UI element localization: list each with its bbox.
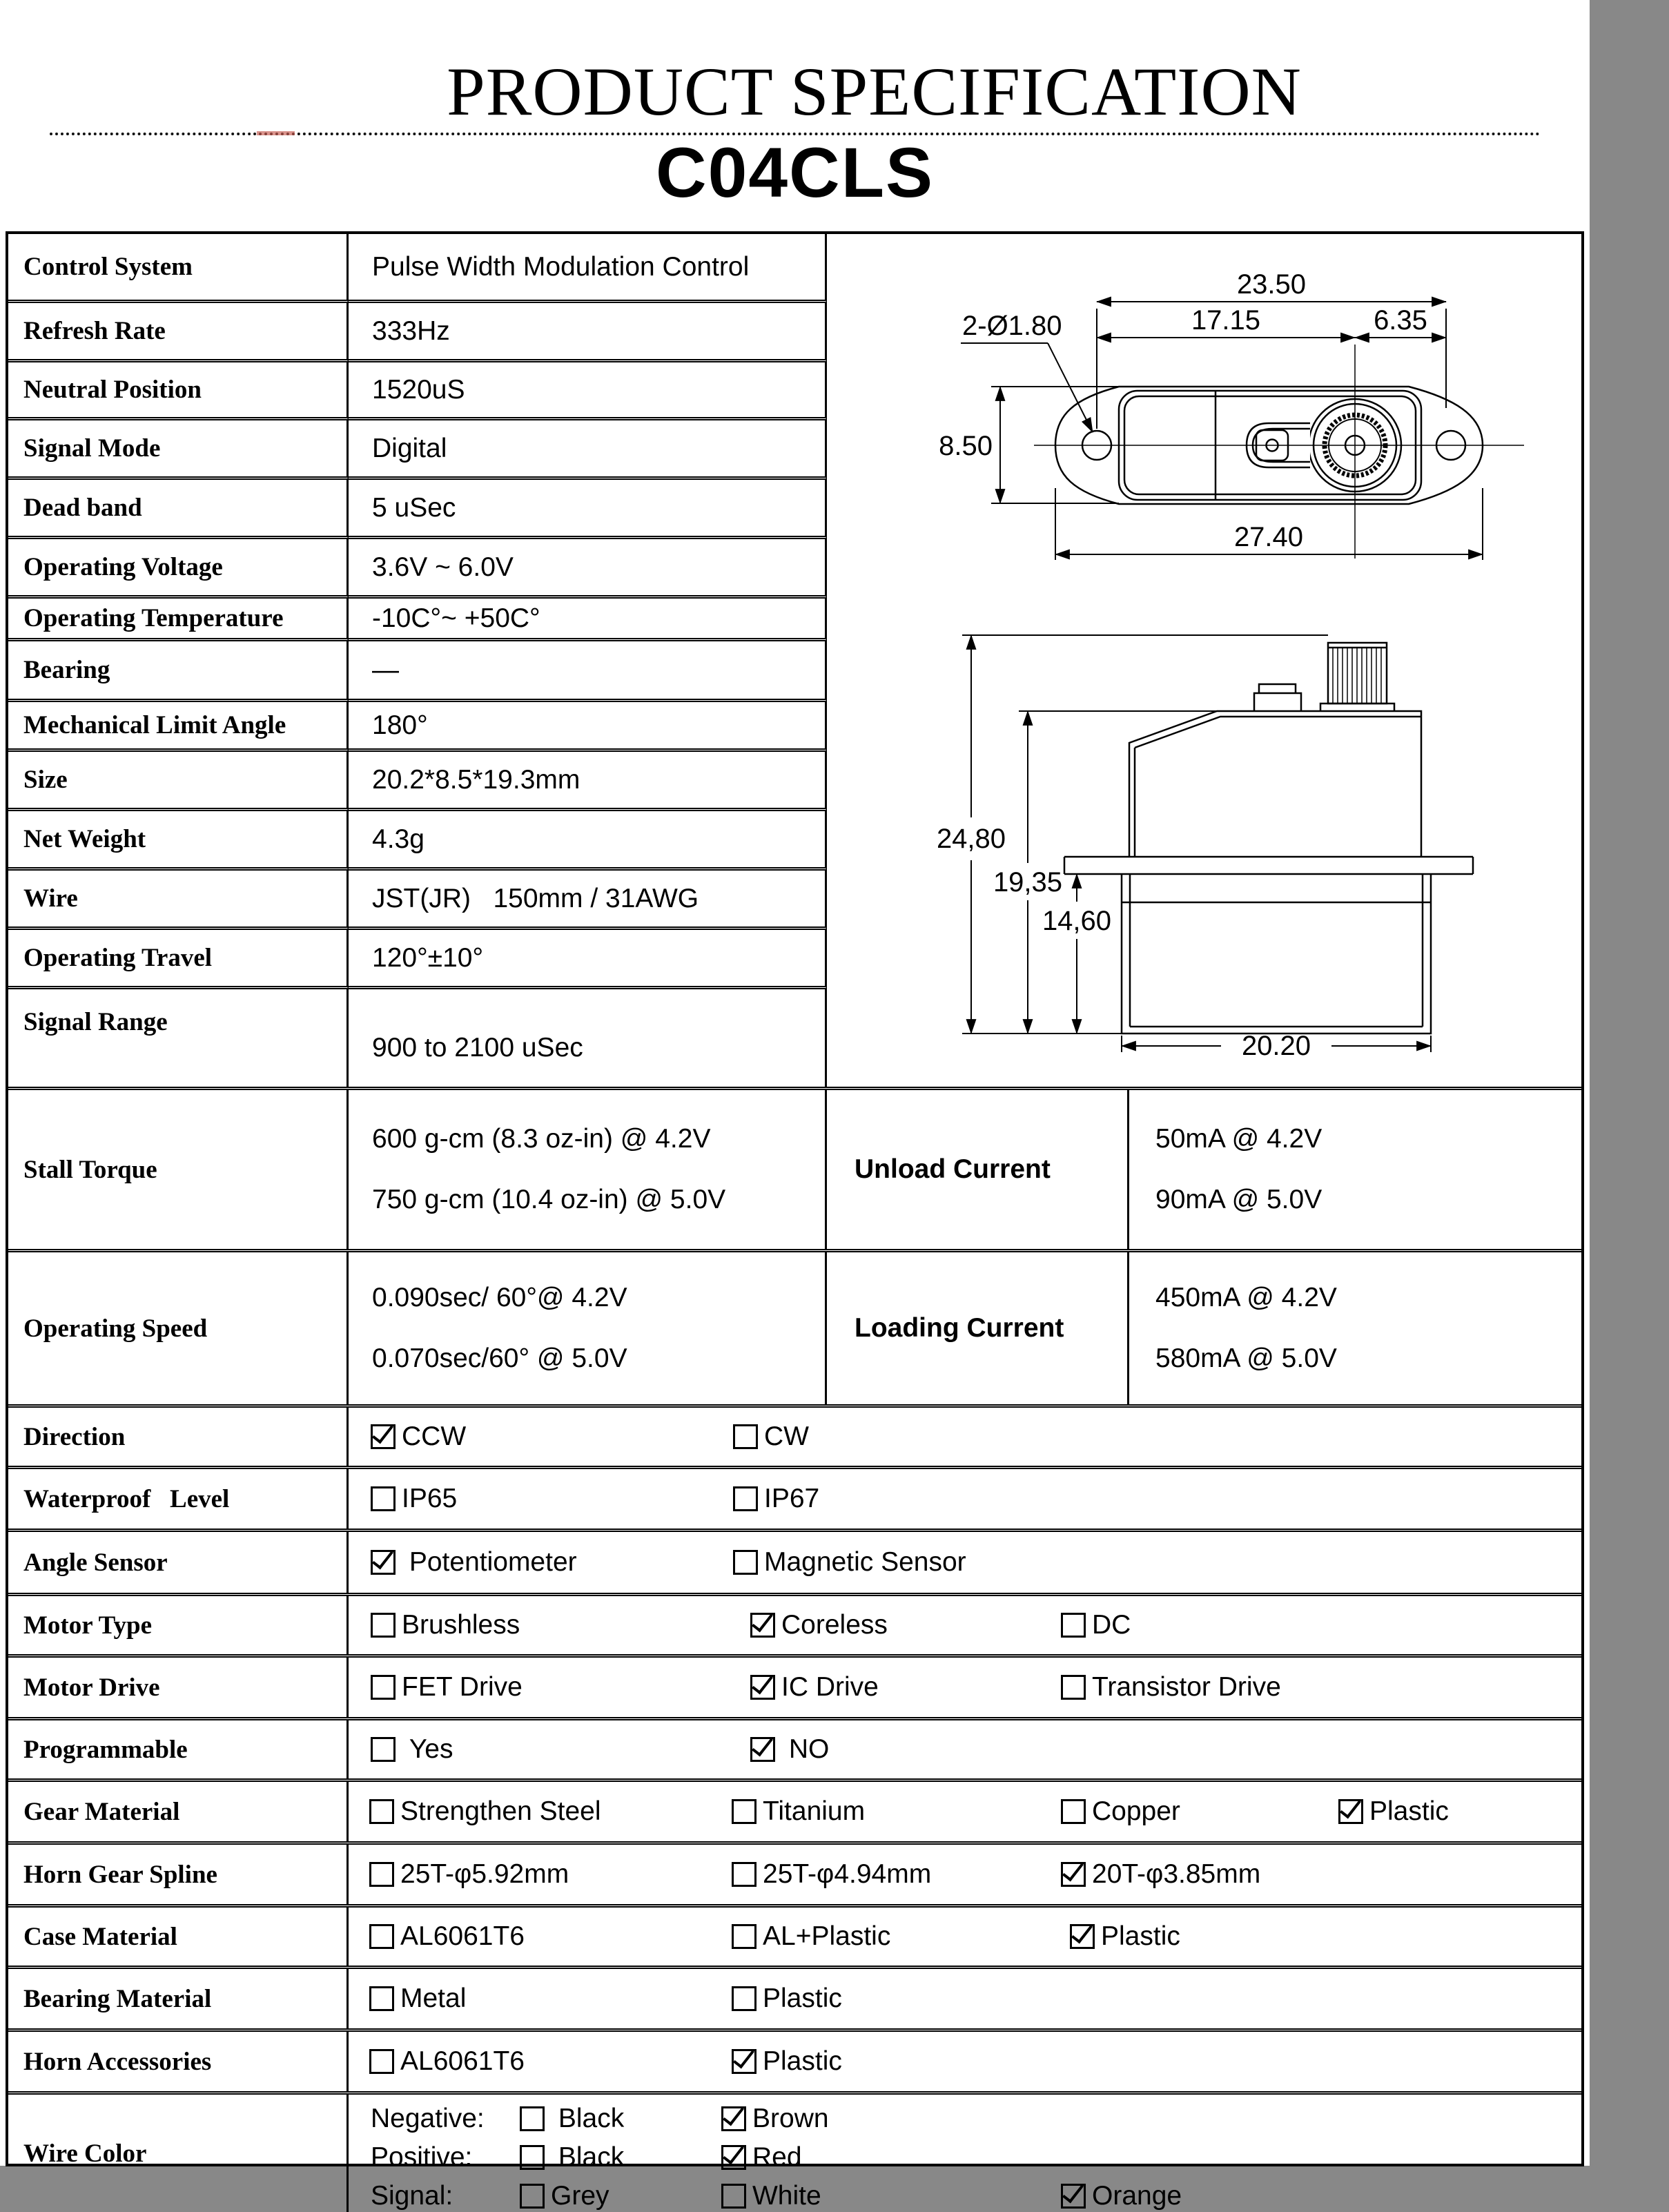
checkbox-option bbox=[733, 1484, 819, 1514]
checkbox-options-cell bbox=[349, 1720, 1581, 1778]
wire-color-options-cell bbox=[349, 2095, 1581, 2212]
option-label: Black bbox=[551, 2142, 625, 2172]
checkbox-row-label-cell bbox=[8, 1782, 349, 1841]
row-label: Angle Sensor bbox=[23, 1548, 168, 1577]
checkbox-row-label-cell bbox=[8, 1596, 349, 1654]
dim-hole-span: 17.15 bbox=[1191, 305, 1261, 336]
checkbox-icon bbox=[721, 2184, 746, 2209]
row-value: 900 to 2100 uSec bbox=[372, 1033, 583, 1063]
checkbox-option bbox=[520, 2142, 624, 2173]
document-title: PRODUCT SPECIFICATION bbox=[447, 53, 1302, 130]
row-value: 1520uS bbox=[372, 374, 465, 405]
checkbox-icon bbox=[1061, 1675, 1086, 1700]
option-label: IC Drive bbox=[781, 1672, 879, 1702]
checkbox-options-cell bbox=[349, 1596, 1581, 1654]
checkbox-row-label-cell bbox=[8, 1969, 349, 2028]
spec-value-cell bbox=[349, 536, 827, 595]
value-line: 750 g-cm (10.4 oz-in) @ 5.0V bbox=[372, 1185, 726, 1214]
checkbox-row-label-cell bbox=[8, 1658, 349, 1717]
checkbox-icon bbox=[371, 1486, 396, 1511]
checkbox-option bbox=[732, 1796, 865, 1827]
checkbox-icon bbox=[520, 2145, 545, 2170]
spec-value-cell bbox=[349, 926, 827, 986]
option-label: Metal bbox=[400, 1983, 467, 2013]
spec-label-cell bbox=[8, 808, 349, 867]
spec-value-cell bbox=[349, 748, 827, 808]
row-value: — bbox=[372, 654, 399, 685]
row-label: Operating Travel bbox=[23, 944, 213, 972]
wire-color-line bbox=[349, 2103, 1581, 2135]
checkbox-option bbox=[732, 1921, 890, 1952]
checkbox-row bbox=[8, 1778, 1581, 1841]
checkbox-icon bbox=[733, 1550, 758, 1575]
checkbox-row bbox=[8, 1466, 1581, 1529]
checkbox-icon bbox=[369, 1862, 394, 1887]
option-label: Brown bbox=[752, 2104, 829, 2133]
dim-width-top: 23.50 bbox=[1236, 269, 1307, 300]
checkbox-row bbox=[8, 1966, 1581, 2028]
row-label: Signal Range bbox=[23, 1008, 168, 1036]
checkbox-checked-icon bbox=[1338, 1799, 1363, 1824]
current-row-value-cell bbox=[349, 1252, 827, 1404]
option-label: FET Drive bbox=[402, 1672, 523, 1702]
row-label: Motor Drive bbox=[23, 1673, 160, 1702]
row-label: Operating Voltage bbox=[23, 553, 223, 581]
value-lines bbox=[1155, 1124, 1322, 1215]
checkbox-icon bbox=[732, 1862, 757, 1887]
row-label: Waterproof Level bbox=[23, 1484, 230, 1513]
row-label: Gear Material bbox=[23, 1797, 180, 1826]
spec-value-cell bbox=[349, 300, 827, 359]
checkbox-options-cell bbox=[349, 2032, 1581, 2091]
spec-label-cell bbox=[8, 417, 349, 476]
row-label: Wire Color bbox=[23, 2139, 147, 2168]
checkbox-option bbox=[1061, 1610, 1131, 1640]
current-row-label-cell bbox=[8, 1090, 349, 1249]
checkbox-checked-icon bbox=[371, 1424, 396, 1449]
checkbox-option bbox=[371, 1734, 453, 1765]
value-line: 50mA @ 4.2V bbox=[1155, 1124, 1322, 1154]
checkbox-checked-icon bbox=[750, 1675, 775, 1700]
dim-total-height: 24,80 bbox=[936, 824, 1006, 854]
wire-color-line bbox=[349, 2180, 1581, 2212]
value-line: 450mA @ 4.2V bbox=[1155, 1283, 1337, 1312]
checkbox-checked-icon bbox=[750, 1737, 775, 1762]
option-label: 25T-φ4.94mm bbox=[763, 1859, 932, 1889]
row-label: Horn Gear Spline bbox=[23, 1860, 217, 1889]
checkbox-option bbox=[732, 2046, 842, 2077]
option-label: Plastic bbox=[1369, 1796, 1449, 1826]
checkbox-option bbox=[369, 1796, 601, 1827]
option-label: 20T-φ3.85mm bbox=[1092, 1859, 1261, 1889]
checkbox-option bbox=[733, 1422, 809, 1452]
spec-label-cell bbox=[8, 926, 349, 986]
checkbox-icon bbox=[369, 2049, 394, 2074]
spec-label-cell bbox=[8, 986, 349, 1087]
checkbox-icon bbox=[732, 1986, 757, 2011]
spec-value-cell bbox=[349, 417, 827, 476]
checkbox-option bbox=[371, 1610, 520, 1640]
row-label: Horn Accessories bbox=[23, 2047, 212, 2076]
spec-label-cell bbox=[8, 699, 349, 748]
checkbox-row bbox=[8, 1841, 1581, 1904]
spec-label-cell bbox=[8, 748, 349, 808]
checkbox-option bbox=[371, 1547, 577, 1578]
row-value: 5 uSec bbox=[372, 492, 456, 523]
checkbox-icon bbox=[1061, 1613, 1086, 1638]
row-label: Direction bbox=[23, 1422, 126, 1451]
current-value-cell bbox=[1129, 1252, 1581, 1404]
current-row bbox=[8, 1249, 1581, 1404]
option-label: Potentiometer bbox=[402, 1547, 577, 1577]
checkbox-option bbox=[1061, 1859, 1260, 1890]
row-label: Size bbox=[23, 766, 68, 794]
option-label: Yes bbox=[402, 1734, 453, 1764]
row-label: Stall Torque bbox=[23, 1155, 157, 1184]
checkbox-row-label-cell bbox=[8, 1408, 349, 1466]
spec-value-cell bbox=[349, 867, 827, 926]
row-label: Programmable bbox=[23, 1735, 188, 1764]
spec-value-cell bbox=[349, 595, 827, 638]
value-line: 580mA @ 5.0V bbox=[1155, 1343, 1337, 1373]
value-line: 0.090sec/ 60°@ 4.2V bbox=[372, 1283, 627, 1312]
option-label: CW bbox=[764, 1422, 809, 1451]
option-label: IP65 bbox=[402, 1484, 458, 1513]
row-value: Pulse Width Modulation Control bbox=[372, 251, 750, 282]
spec-value-cell bbox=[349, 359, 827, 417]
checkbox-option bbox=[732, 1983, 842, 2014]
wire-line-prefix: Positive: bbox=[371, 2142, 473, 2172]
value-lines bbox=[372, 1283, 627, 1374]
row-value: 20.2*8.5*19.3mm bbox=[372, 764, 580, 795]
checkbox-row-label-cell bbox=[8, 1469, 349, 1529]
option-label: IP67 bbox=[764, 1484, 820, 1513]
checkbox-checked-icon bbox=[1070, 1924, 1095, 1949]
checkbox-icon bbox=[371, 1675, 396, 1700]
checkbox-row-label-cell bbox=[8, 1845, 349, 1904]
checkbox-options-cell bbox=[349, 1908, 1581, 1966]
checkbox-icon bbox=[369, 1986, 394, 2011]
checkbox-option bbox=[371, 1422, 466, 1452]
wire-color-line bbox=[349, 2142, 1581, 2173]
checkbox-option bbox=[750, 1672, 879, 1702]
checkbox-option bbox=[1061, 2181, 1182, 2211]
current-row bbox=[8, 1087, 1581, 1249]
row-label: Loading Current bbox=[855, 1313, 1064, 1343]
checkbox-option bbox=[732, 1859, 931, 1890]
checkbox-options-cell bbox=[349, 1782, 1581, 1841]
option-label: Brushless bbox=[402, 1610, 520, 1640]
wire-line-prefix: Signal: bbox=[371, 2181, 453, 2211]
spec-label-cell bbox=[8, 638, 349, 699]
spec-label-cell bbox=[8, 476, 349, 536]
checkbox-option bbox=[369, 1921, 525, 1952]
option-label: Coreless bbox=[781, 1610, 888, 1640]
current-row-value-cell bbox=[349, 1090, 827, 1249]
row-value: 3.6V ~ 6.0V bbox=[372, 552, 514, 582]
spec-value-cell bbox=[349, 638, 827, 699]
wire-color-row bbox=[8, 2091, 1581, 2212]
checkbox-option bbox=[371, 1484, 457, 1514]
side-view-drawing bbox=[827, 590, 1579, 1087]
option-label: Copper bbox=[1092, 1796, 1180, 1826]
checkbox-icon bbox=[369, 1799, 394, 1824]
checkbox-options-cell bbox=[349, 1469, 1581, 1529]
row-value: JST(JR) 150mm / 31AWG bbox=[372, 883, 699, 913]
checkbox-option bbox=[369, 1859, 569, 1890]
option-label: DC bbox=[1092, 1610, 1131, 1640]
model-number: C04CLS bbox=[655, 133, 935, 212]
side-view-dimensions bbox=[962, 635, 1431, 1052]
row-label: Dead band bbox=[23, 494, 142, 522]
spec-value-cell bbox=[349, 808, 827, 867]
spec-label-cell bbox=[8, 300, 349, 359]
option-label: AL6061T6 bbox=[400, 1921, 525, 1951]
current-label-cell bbox=[827, 1090, 1129, 1249]
side-view-body bbox=[1064, 643, 1473, 1034]
option-label: Titanium bbox=[763, 1796, 866, 1826]
checkbox-option bbox=[721, 2104, 829, 2134]
checkbox-icon bbox=[520, 2106, 545, 2131]
dim-holes: 2-Ø1.80 bbox=[962, 311, 1062, 341]
top-view-drawing bbox=[827, 234, 1579, 590]
checkbox-options-cell bbox=[349, 1408, 1581, 1466]
dim-body-height: 14,60 bbox=[1042, 906, 1112, 936]
row-label: Signal Mode bbox=[23, 434, 161, 463]
option-label: CCW bbox=[402, 1422, 467, 1451]
option-label: Black bbox=[551, 2104, 625, 2133]
checkbox-icon bbox=[371, 1613, 396, 1638]
checkbox-checked-icon bbox=[371, 1550, 396, 1575]
checkbox-icon bbox=[371, 1737, 396, 1762]
option-label: Red bbox=[752, 2142, 802, 2172]
checkbox-option bbox=[733, 1547, 966, 1578]
row-label: Unload Current bbox=[855, 1154, 1051, 1184]
option-label: White bbox=[752, 2181, 821, 2211]
checkbox-row bbox=[8, 1717, 1581, 1778]
row-value: -10C°~ +50C° bbox=[372, 603, 540, 633]
checkbox-options-cell bbox=[349, 1532, 1581, 1593]
option-label: Magnetic Sensor bbox=[764, 1547, 966, 1577]
checkbox-row-label-cell bbox=[8, 1908, 349, 1966]
checkbox-row bbox=[8, 1593, 1581, 1654]
drawing-zone bbox=[827, 234, 1581, 1087]
current-row-label-cell bbox=[8, 1252, 349, 1404]
option-label: NO bbox=[781, 1734, 830, 1764]
checkbox-icon bbox=[733, 1424, 758, 1449]
checkbox-option bbox=[1061, 1672, 1281, 1702]
row-value: 4.3g bbox=[372, 824, 424, 854]
option-label: Transistor Drive bbox=[1092, 1672, 1281, 1702]
row-label: Bearing bbox=[23, 656, 110, 684]
checkbox-option bbox=[369, 1983, 466, 2014]
option-label: 25T-φ5.92mm bbox=[400, 1859, 569, 1889]
checkbox-row bbox=[8, 2028, 1581, 2091]
spec-label-cell bbox=[8, 234, 349, 300]
checkbox-checked-icon bbox=[750, 1613, 775, 1638]
spec-value-cell bbox=[349, 234, 827, 300]
spec-label-cell bbox=[8, 536, 349, 595]
value-line: 600 g-cm (8.3 oz-in) @ 4.2V bbox=[372, 1124, 711, 1154]
checkbox-row bbox=[8, 1404, 1581, 1466]
row-label: Mechanical Limit Angle bbox=[23, 711, 286, 739]
checkbox-icon bbox=[733, 1486, 758, 1511]
dim-hole-edge: 6.35 bbox=[1374, 305, 1427, 336]
checkbox-options-cell bbox=[349, 1845, 1581, 1904]
wire-color-label-cell bbox=[8, 2095, 349, 2212]
wire-line-prefix: Negative: bbox=[371, 2104, 485, 2133]
checkbox-row-label-cell bbox=[8, 1720, 349, 1778]
checkbox-row bbox=[8, 1529, 1581, 1593]
checkbox-options-cell bbox=[349, 1658, 1581, 1717]
checkbox-option bbox=[371, 1672, 523, 1702]
checkbox-icon bbox=[520, 2184, 545, 2209]
option-label: Strengthen Steel bbox=[400, 1796, 601, 1826]
row-label: Control System bbox=[23, 253, 193, 281]
checkbox-icon bbox=[1061, 1799, 1086, 1824]
checkbox-icon bbox=[732, 1924, 757, 1949]
option-label: Plastic bbox=[763, 1983, 842, 2013]
checkbox-option bbox=[520, 2181, 609, 2211]
spec-label-cell bbox=[8, 595, 349, 638]
spec-value-cell bbox=[349, 699, 827, 748]
row-label: Operating Speed bbox=[23, 1314, 208, 1343]
current-label-cell bbox=[827, 1252, 1129, 1404]
row-label: Wire bbox=[23, 884, 78, 913]
checkbox-options-cell bbox=[349, 1969, 1581, 2028]
value-lines bbox=[1155, 1283, 1337, 1374]
row-label: Bearing Material bbox=[23, 1984, 212, 2013]
checkbox-option bbox=[520, 2104, 624, 2134]
checkbox-checked-icon bbox=[732, 2049, 757, 2074]
option-label: Grey bbox=[551, 2181, 609, 2211]
row-value: Digital bbox=[372, 433, 447, 463]
row-label: Refresh Rate bbox=[23, 317, 166, 345]
checkbox-row-label-cell bbox=[8, 2032, 349, 2091]
checkbox-icon bbox=[369, 1924, 394, 1949]
value-line: 0.070sec/60° @ 5.0V bbox=[372, 1343, 627, 1373]
option-label: Plastic bbox=[1101, 1921, 1180, 1951]
row-value: 333Hz bbox=[372, 316, 450, 346]
dim-height: 8.50 bbox=[939, 431, 993, 461]
checkbox-option bbox=[1070, 1921, 1180, 1952]
current-value-cell bbox=[1129, 1090, 1581, 1249]
checkbox-icon bbox=[732, 1799, 757, 1824]
checkbox-row bbox=[8, 1654, 1581, 1717]
value-lines bbox=[372, 1124, 725, 1215]
row-value: 180° bbox=[372, 710, 428, 740]
option-label: AL+Plastic bbox=[763, 1921, 891, 1951]
dim-width-bottom: 27.40 bbox=[1233, 522, 1304, 552]
row-label: Neutral Position bbox=[23, 376, 202, 404]
scan-artifact bbox=[257, 131, 295, 135]
checkbox-checked-icon bbox=[721, 2145, 746, 2170]
spec-value-cell bbox=[349, 986, 827, 1087]
checkbox-option bbox=[1338, 1796, 1449, 1827]
spec-value-cell bbox=[349, 476, 827, 536]
checkbox-row-label-cell bbox=[8, 1532, 349, 1593]
row-label: Motor Type bbox=[23, 1611, 153, 1640]
checkbox-option bbox=[721, 2181, 821, 2211]
checkbox-option bbox=[1061, 1796, 1180, 1827]
checkbox-option bbox=[750, 1734, 829, 1765]
checkbox-option bbox=[369, 2046, 525, 2077]
checkbox-checked-icon bbox=[1061, 2184, 1086, 2209]
checkbox-option bbox=[750, 1610, 888, 1640]
row-label: Case Material bbox=[23, 1922, 177, 1951]
checkbox-row bbox=[8, 1904, 1581, 1966]
option-label: Orange bbox=[1092, 2181, 1182, 2211]
checkbox-checked-icon bbox=[721, 2106, 746, 2131]
option-label: AL6061T6 bbox=[400, 2046, 525, 2076]
spec-label-cell bbox=[8, 359, 349, 417]
row-label: Net Weight bbox=[23, 825, 146, 853]
checkbox-option bbox=[721, 2142, 802, 2173]
dim-case-height: 19,35 bbox=[993, 867, 1063, 898]
option-label: Plastic bbox=[763, 2046, 842, 2076]
row-label: Operating Temperature bbox=[23, 604, 284, 632]
spec-table bbox=[6, 231, 1584, 2211]
value-line: 90mA @ 5.0V bbox=[1155, 1185, 1322, 1214]
checkbox-checked-icon bbox=[1061, 1862, 1086, 1887]
row-value: 120°±10° bbox=[372, 942, 484, 973]
spec-label-cell bbox=[8, 867, 349, 926]
dim-width: 20.20 bbox=[1241, 1031, 1311, 1061]
